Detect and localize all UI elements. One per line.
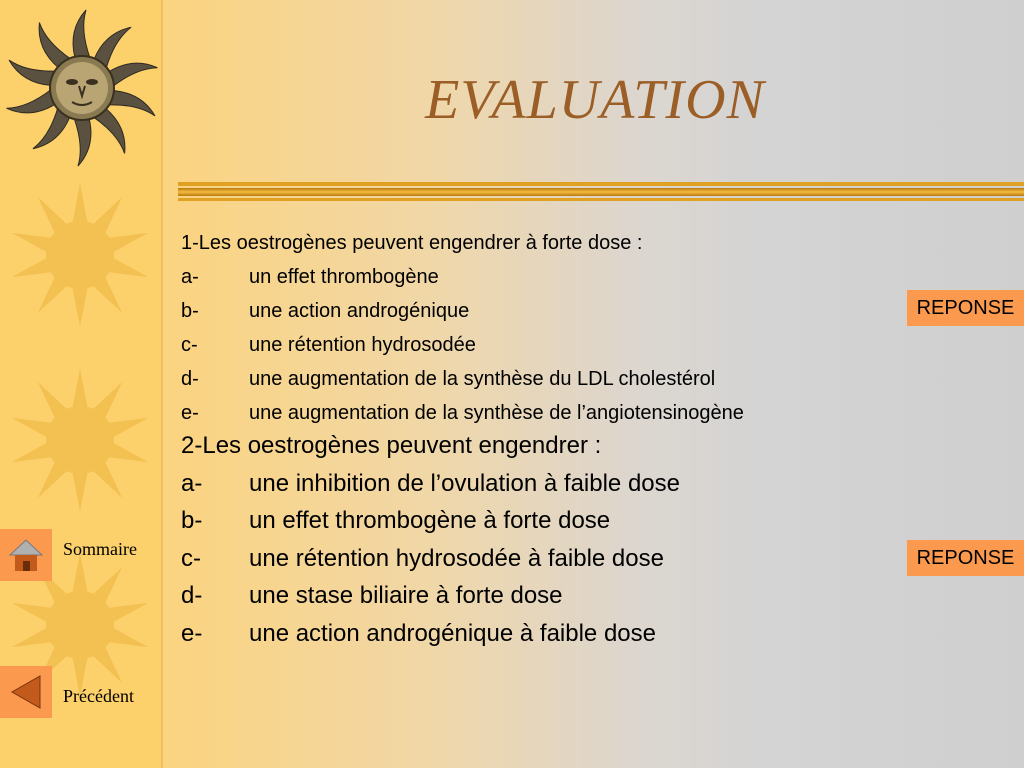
list-item: b- une action androgénique xyxy=(181,300,470,322)
title-divider xyxy=(178,188,1024,196)
sun-watermark-icon xyxy=(5,365,155,515)
title-divider xyxy=(178,198,1024,201)
list-item: a- un effet thrombogène xyxy=(181,266,439,288)
decorative-sidebar xyxy=(0,0,163,768)
question-2 xyxy=(181,427,680,652)
list-item: c- une rétention hydrosodée xyxy=(181,334,476,356)
list-item: c- une rétention hydrosodée à faible dose xyxy=(181,544,664,572)
list-item: a- une inhibition de l’ovulation à faible dose xyxy=(181,469,680,497)
reponse-button-question-1[interactable]: REPONSE xyxy=(907,290,1024,326)
list-item: d- une stase biliaire à forte dose xyxy=(181,582,563,609)
question-1 xyxy=(181,226,744,430)
previous-button[interactable] xyxy=(0,666,52,718)
home-button[interactable] xyxy=(0,529,52,581)
question-1-prompt: 1-Les oestrogènes peuvent engendrer à forte dose : xyxy=(181,232,643,254)
previous-label[interactable]: Précédent xyxy=(63,686,134,706)
house-icon xyxy=(6,535,46,575)
page-title: EVALUATION xyxy=(425,69,765,131)
list-item: e- une action androgénique à faible dose xyxy=(181,619,656,647)
list-item: e- une augmentation de la synthèse de l’angiotensinogène xyxy=(181,402,744,424)
list-item: d- une augmentation de la synthèse du LDL cholestérol xyxy=(181,368,716,390)
question-2-prompt: 2-Les oestrogènes peuvent engendrer : xyxy=(181,432,602,459)
arrow-left-icon xyxy=(6,672,46,712)
sun-watermark-icon xyxy=(5,180,155,330)
sun-face-icon xyxy=(2,8,162,168)
title-divider xyxy=(178,182,1024,186)
list-item: b- un effet thrombogène à forte dose xyxy=(181,507,611,534)
reponse-button-question-2[interactable]: REPONSE xyxy=(907,540,1024,576)
home-label[interactable]: Sommaire xyxy=(63,539,137,559)
